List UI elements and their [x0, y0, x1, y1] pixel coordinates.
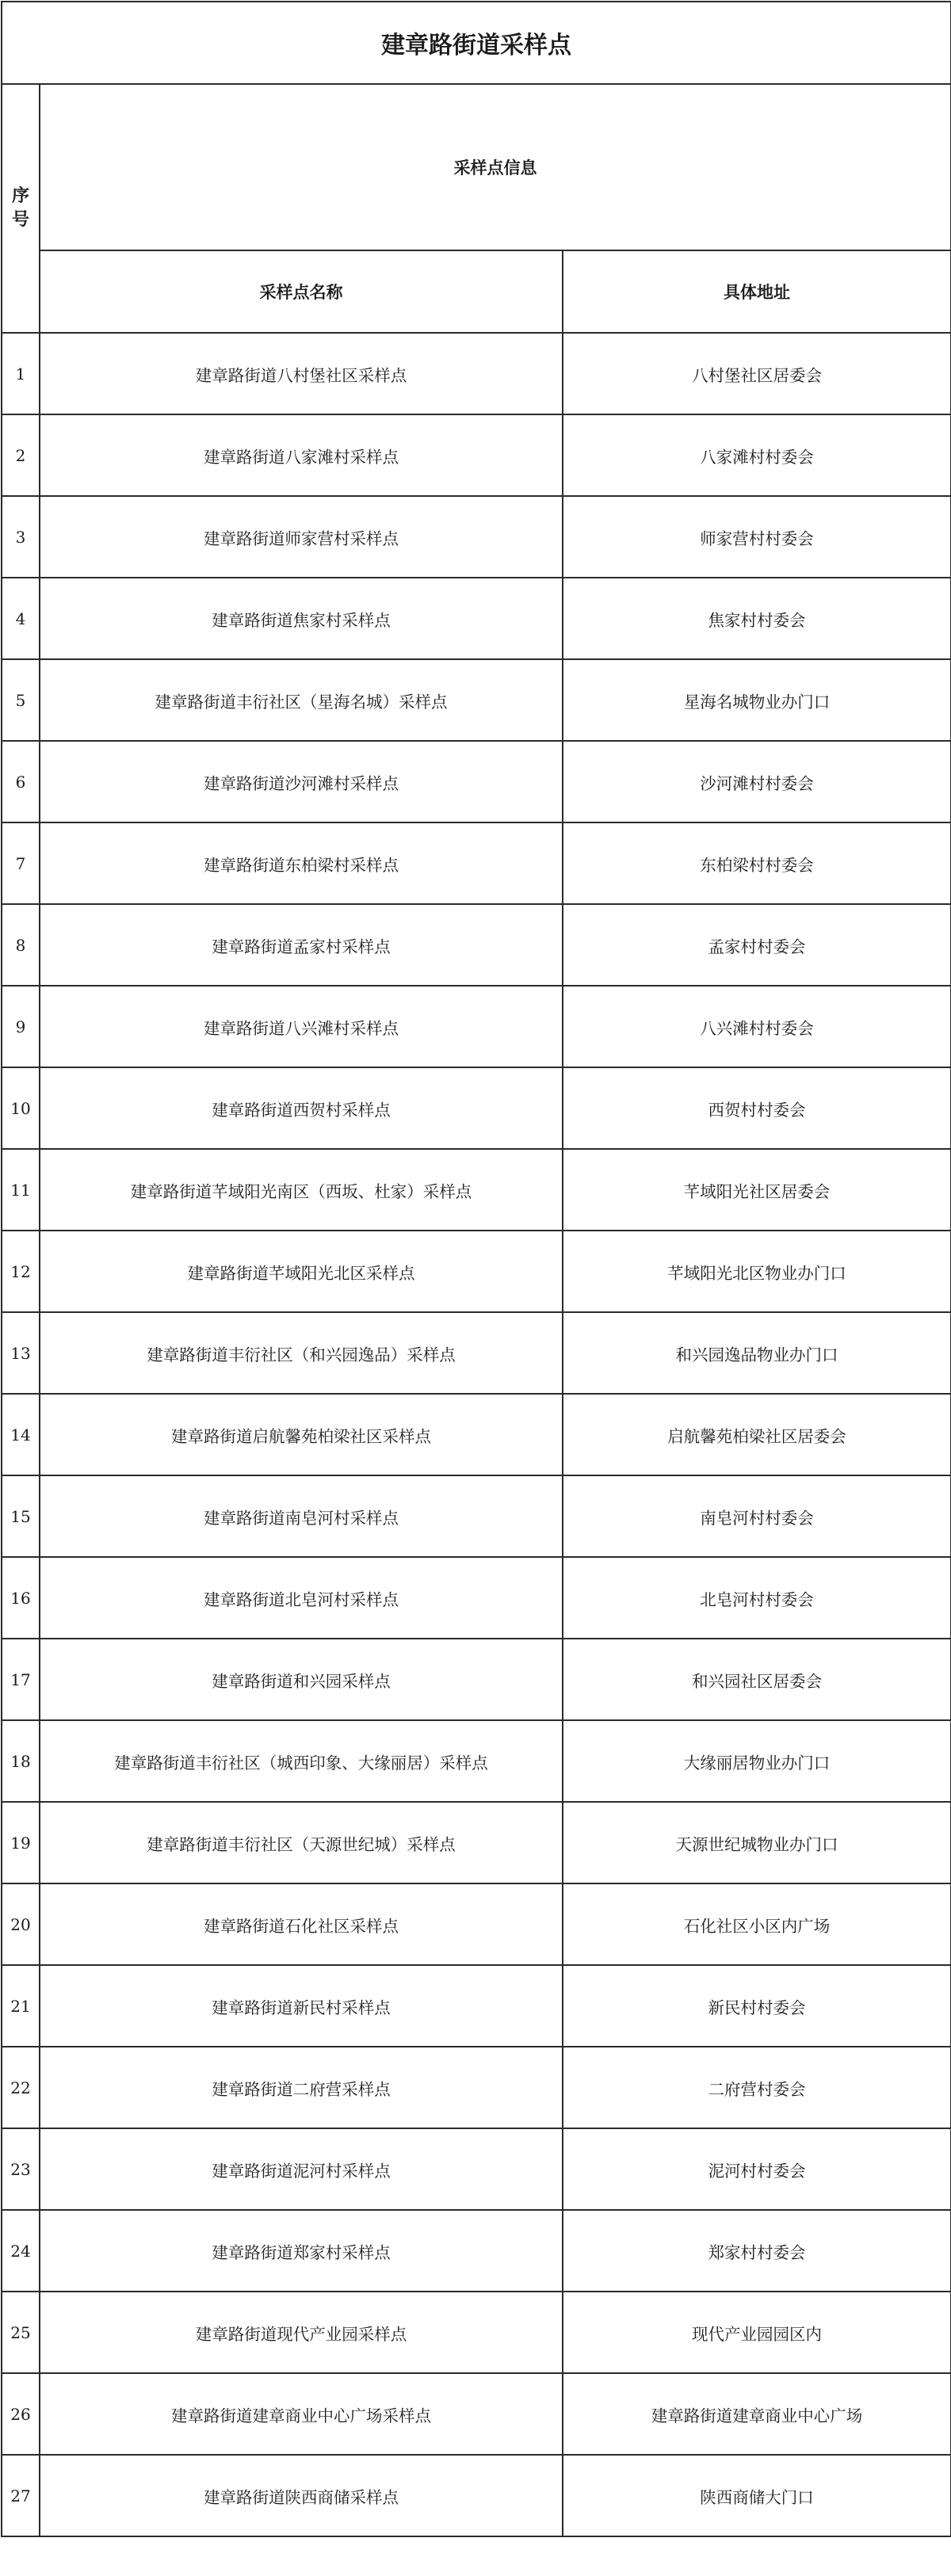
row-number: 3 [2, 496, 40, 578]
table-row [2, 1149, 951, 1231]
row-address: 孟家村村委会 [563, 904, 951, 986]
column-header-row [2, 250, 951, 333]
row-number: 13 [2, 1312, 40, 1394]
row-sampling-point-name: 建章路街道师家营村采样点 [40, 496, 563, 578]
table-body [2, 2, 951, 2536]
row-address: 现代产业园园区内 [563, 2292, 951, 2373]
table-row [2, 2373, 951, 2455]
seq-header-label: 序号 [11, 186, 29, 230]
table-row [2, 986, 951, 1067]
row-sampling-point-name: 建章路街道丰衍社区（星海名城）采样点 [40, 659, 563, 741]
row-sampling-point-name: 建章路街道建章商业中心广场采样点 [40, 2373, 563, 2455]
sampling-points-table [1, 1, 951, 2537]
row-number: 25 [2, 2292, 40, 2373]
row-sampling-point-name: 建章路街道陕西商储采样点 [40, 2455, 563, 2536]
row-sampling-point-name: 建章路街道南皂河村采样点 [40, 1475, 563, 1557]
address-column-header: 具体地址 [563, 250, 951, 333]
row-number: 6 [2, 741, 40, 822]
table-row [2, 2292, 951, 2373]
table-row [2, 333, 951, 414]
row-address: 东柏梁村村委会 [563, 822, 951, 904]
info-group-header: 采样点信息 [40, 84, 951, 250]
row-address: 北皂河村村委会 [563, 1557, 951, 1639]
row-sampling-point-name: 建章路街道丰衍社区（城西印象、大缘丽居）采样点 [40, 1720, 563, 1802]
row-number: 22 [2, 2047, 40, 2128]
row-address: 芊域阳光北区物业办门口 [563, 1231, 951, 1312]
table-row [2, 578, 951, 659]
table-row [2, 1231, 951, 1312]
row-address: 天源世纪城物业办门口 [563, 1802, 951, 1883]
table-row [2, 1883, 951, 1965]
table-row [2, 2128, 951, 2210]
table-row [2, 1312, 951, 1394]
row-address: 八兴滩村村委会 [563, 986, 951, 1067]
title-row [2, 2, 951, 84]
row-number: 14 [2, 1394, 40, 1475]
row-number: 5 [2, 659, 40, 741]
row-address: 八家滩村村委会 [563, 414, 951, 496]
table-row [2, 741, 951, 822]
row-sampling-point-name: 建章路街道芊域阳光南区（西坂、杜家）采样点 [40, 1149, 563, 1231]
row-number: 15 [2, 1475, 40, 1557]
row-sampling-point-name: 建章路街道芊域阳光北区采样点 [40, 1231, 563, 1312]
row-address: 大缘丽居物业办门口 [563, 1720, 951, 1802]
row-address: 师家营村村委会 [563, 496, 951, 578]
row-sampling-point-name: 建章路街道二府营采样点 [40, 2047, 563, 2128]
row-address: 启航馨苑柏梁社区居委会 [563, 1394, 951, 1475]
row-sampling-point-name: 建章路街道东柏梁村采样点 [40, 822, 563, 904]
row-sampling-point-name: 建章路街道八兴滩村采样点 [40, 986, 563, 1067]
row-number: 11 [2, 1149, 40, 1231]
table-row [2, 659, 951, 741]
group-header-row [2, 84, 951, 250]
row-number: 18 [2, 1720, 40, 1802]
row-address: 建章路街道建章商业中心广场 [563, 2373, 951, 2455]
row-sampling-point-name: 建章路街道北皂河村采样点 [40, 1557, 563, 1639]
row-number: 8 [2, 904, 40, 986]
table-row [2, 2047, 951, 2128]
row-address: 芊域阳光社区居委会 [563, 1149, 951, 1231]
row-sampling-point-name: 建章路街道郑家村采样点 [40, 2210, 563, 2292]
table-row [2, 2210, 951, 2292]
seq-column-header [2, 84, 40, 333]
row-number: 17 [2, 1639, 40, 1720]
row-address: 星海名城物业办门口 [563, 659, 951, 741]
row-address: 郑家村村委会 [563, 2210, 951, 2292]
row-sampling-point-name: 建章路街道丰衍社区（和兴园逸品）采样点 [40, 1312, 563, 1394]
row-address: 南皂河村村委会 [563, 1475, 951, 1557]
row-sampling-point-name: 建章路街道西贺村采样点 [40, 1067, 563, 1149]
table-row [2, 1394, 951, 1475]
row-sampling-point-name: 建章路街道现代产业园采样点 [40, 2292, 563, 2373]
row-sampling-point-name: 建章路街道八家滩村采样点 [40, 414, 563, 496]
row-number: 4 [2, 578, 40, 659]
table-row [2, 822, 951, 904]
row-sampling-point-name: 建章路街道沙河滩村采样点 [40, 741, 563, 822]
row-address: 泥河村村委会 [563, 2128, 951, 2210]
row-address: 八村堡社区居委会 [563, 333, 951, 414]
table-row [2, 904, 951, 986]
row-number: 12 [2, 1231, 40, 1312]
row-sampling-point-name: 建章路街道石化社区采样点 [40, 1883, 563, 1965]
row-address: 西贺村村委会 [563, 1067, 951, 1149]
row-number: 1 [2, 333, 40, 414]
row-sampling-point-name: 建章路街道孟家村采样点 [40, 904, 563, 986]
row-address: 二府营村委会 [563, 2047, 951, 2128]
row-sampling-point-name: 建章路街道新民村采样点 [40, 1965, 563, 2047]
row-number: 10 [2, 1067, 40, 1149]
row-number: 24 [2, 2210, 40, 2292]
row-address: 焦家村村委会 [563, 578, 951, 659]
row-number: 9 [2, 986, 40, 1067]
table-row [2, 1067, 951, 1149]
table-row [2, 1557, 951, 1639]
name-column-header: 采样点名称 [40, 250, 563, 333]
row-address: 石化社区小区内广场 [563, 1883, 951, 1965]
row-sampling-point-name: 建章路街道启航馨苑柏梁社区采样点 [40, 1394, 563, 1475]
row-sampling-point-name: 建章路街道八村堡社区采样点 [40, 333, 563, 414]
row-number: 20 [2, 1883, 40, 1965]
row-sampling-point-name: 建章路街道焦家村采样点 [40, 578, 563, 659]
table-row [2, 1965, 951, 2047]
row-address: 沙河滩村村委会 [563, 741, 951, 822]
table-title: 建章路街道采样点 [2, 2, 951, 84]
row-number: 19 [2, 1802, 40, 1883]
row-address: 新民村村委会 [563, 1965, 951, 2047]
row-address: 和兴园社区居委会 [563, 1639, 951, 1720]
row-number: 7 [2, 822, 40, 904]
row-number: 23 [2, 2128, 40, 2210]
row-sampling-point-name: 建章路街道和兴园采样点 [40, 1639, 563, 1720]
row-number: 21 [2, 1965, 40, 2047]
row-number: 27 [2, 2455, 40, 2536]
table-row [2, 1639, 951, 1720]
row-sampling-point-name: 建章路街道泥河村采样点 [40, 2128, 563, 2210]
row-number: 26 [2, 2373, 40, 2455]
row-number: 16 [2, 1557, 40, 1639]
row-address: 和兴园逸品物业办门口 [563, 1312, 951, 1394]
table-row [2, 414, 951, 496]
row-number: 2 [2, 414, 40, 496]
row-sampling-point-name: 建章路街道丰衍社区（天源世纪城）采样点 [40, 1802, 563, 1883]
row-address: 陕西商储大门口 [563, 2455, 951, 2536]
table-row [2, 1475, 951, 1557]
table-row [2, 496, 951, 578]
table-row [2, 1802, 951, 1883]
table-row [2, 1720, 951, 1802]
table-row [2, 2455, 951, 2536]
